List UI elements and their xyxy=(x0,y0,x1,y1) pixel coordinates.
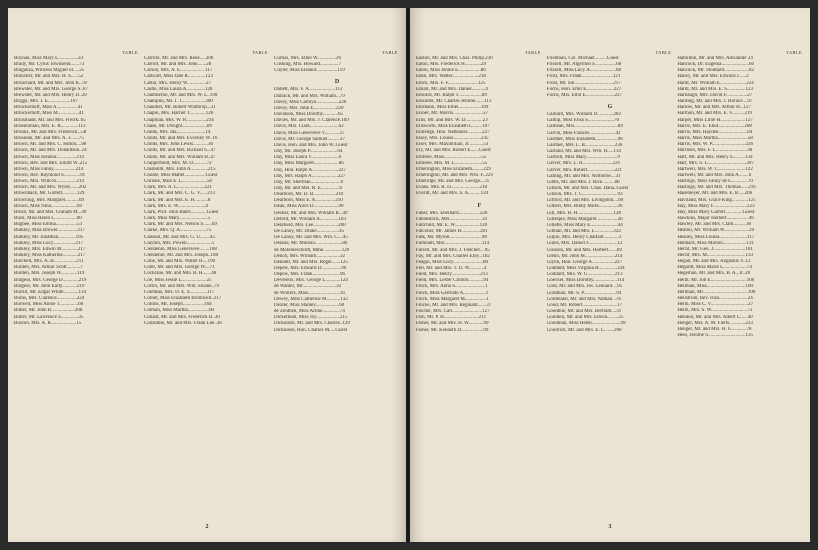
index-entry: Ellis, Mr. and Mrs. W. D..............23 xyxy=(416,117,488,123)
index-entry: Broenniman, Mrs. E. R..............113 xyxy=(14,123,86,129)
entry-list xyxy=(547,56,674,334)
index-entry: Harper, Miss Lillie H....................127 xyxy=(677,117,753,123)
index-entry: Coe, Miss Jessie L....................25 xyxy=(144,277,212,283)
index-entry: Hancock, Dr. Eugenia......................66 xyxy=(677,62,754,68)
index-entry: Constable, Mr. and Mrs. Frank Lee..36 xyxy=(144,320,222,326)
index-entry: Elsey, Mrs. Louise......................235 xyxy=(416,136,489,142)
index-entry: Haney, Mr. and Mrs. Edward J......2 xyxy=(677,74,749,80)
index-entry: Conant, Mr. and Mrs. Frederick H..30 xyxy=(144,314,220,320)
index-entry: Harlow, Mr. and Mrs. Arthur H...127 xyxy=(677,105,752,111)
column-header: TABLE xyxy=(252,50,268,55)
index-entry: Hess, Jerome S..............................135 xyxy=(677,333,754,339)
index-entry: Hebbard, Miss Marion...................131 xyxy=(677,240,755,246)
index-entry: de Zeuthen, Miss Arline..............74 xyxy=(274,309,345,315)
index-entry: Hartwell, Mrs. W. C......................122 xyxy=(677,166,753,172)
index-entry: Burden, Mrs. Arthur Scott...........7 xyxy=(14,265,83,271)
index-entry: Hegeman, Mr. and Mrs. B. A., Jr..20 xyxy=(677,271,751,277)
index-entry: Fay, Mr. and Mrs. Charles Eloy...102 xyxy=(416,253,490,259)
index-entry: Falk, Mr. Myron..........................98 xyxy=(416,235,487,241)
index-entry: Gibson, Mrs. T. C............................93 xyxy=(546,192,623,198)
index-entry: Hellman, Miss...............................100 xyxy=(677,283,754,289)
index-entry: Gleason, Mr. and Mrs. Herbert.......69 xyxy=(546,247,622,253)
index-entry: Burgess, Mrs. George D.............219 xyxy=(14,277,87,283)
index-entry: Harris, Mrs. Hayden.......................84 xyxy=(677,129,753,135)
column-header: TABLE xyxy=(655,50,672,55)
index-entry: Gardner, Miss Elizabeth..................96 xyxy=(546,136,623,142)
index-entry: Elser, Mrs. Maximilian, Jr............53 xyxy=(416,142,489,148)
index-entry: Dench, Mrs. William...................32 xyxy=(274,253,345,259)
index-entry: Day, Mr. and Mrs. R. E...............6 xyxy=(274,185,343,191)
index-entry: Bulkley, Miss Lucy..................217 xyxy=(14,240,83,246)
index-entry: Garver, Mrs. Robert......................221 xyxy=(546,167,623,173)
index-entry: Etheridge, Mr. and Mrs. George.....6 xyxy=(416,179,489,185)
left-column-2 xyxy=(144,50,270,516)
index-entry: Goodhue, Mr. and Mrs. Bertram....31 xyxy=(546,309,622,315)
index-entry: Dallett, Mrs. F. A.....................112 xyxy=(274,87,343,93)
index-entry: Deford, Mr. William A...............103 xyxy=(274,216,346,222)
index-entry: Brady, Mr. Cyrus Townsend.......73 xyxy=(14,62,85,68)
index-entry: Cuyler, Miss Eleanor.................119 xyxy=(274,68,345,74)
index-entry: Easton, Mr. and Mrs. Chas. Philip.230 xyxy=(416,56,493,61)
index-entry: Heaton, Mr. William W....................29 xyxy=(677,228,755,234)
index-entry: Hellstrom, Rev. Ivan.......................24 xyxy=(677,296,753,302)
index-entry: Fincke, Mr. and Mrs. Reginald.......37 xyxy=(416,302,492,308)
entry-list xyxy=(677,56,804,339)
index-entry: Gibbs, Mr. and Mrs. J. Rice..........88 xyxy=(546,179,620,185)
index-entry: Brown, Rev. and Mrs. Elliott W..215 xyxy=(14,160,88,166)
entry-list xyxy=(14,56,140,327)
index-entry: Catlin, Mrs. Henry W...............27 xyxy=(144,80,211,86)
index-entry: Carroll, Mr. and Mrs. John.......28 xyxy=(144,62,212,68)
index-entry: Brouchard, Mr. and Mrs. John K..78 xyxy=(14,80,87,86)
index-entry: Burden, Mrs. Joseph W.............119 xyxy=(14,271,85,277)
index-entry: Field, Mrs. Lester Clinton............94 xyxy=(416,278,489,284)
index-entry: Clark, Mr. and Mrs. E. H...........8 xyxy=(144,197,211,203)
index-entry: Hart, Mr. and Mrs. Henry S..........134 xyxy=(677,154,753,160)
index-entry: Dewey, Miss Catherine M...........132 xyxy=(274,296,348,302)
column-header: TABLE xyxy=(382,50,398,55)
index-entry: Childs, Mrs. John Lewis............36 xyxy=(144,142,214,148)
index-entry: Castle, Miss Laura A...............128 xyxy=(144,86,213,92)
index-entry: Goodkin, Mr. and Mrs. Edwin.........25 xyxy=(546,315,624,321)
index-entry: Eisner, Mr. Morris........................57 xyxy=(416,111,489,117)
index-entry: Evans, Mrs. R. D.......................218 xyxy=(416,185,487,191)
index-entry: Darrach, Mr. and Mrs. William...79 xyxy=(274,93,345,99)
index-entry: Davidson, Miss Dorothy............65 xyxy=(274,112,343,118)
index-entry: Embree, Miss..............................55 xyxy=(416,154,487,160)
index-entry: Delano, Mr. Moreau......................86 xyxy=(274,241,348,247)
index-entry: Collins, Mr. Joseph.................164 xyxy=(144,302,212,308)
index-entry: Brosseau, Mr. and Mrs. A. J.......75 xyxy=(14,136,84,142)
index-entry: Christie, Miss E. L....................58 xyxy=(144,179,212,185)
index-entry: Henger, Mr. and Mrs. H. G............78 xyxy=(677,326,752,332)
index-entry: Farrell, Mr. and Mrs. J. Fletcher....95 xyxy=(416,247,490,253)
index-entry: Buxton, Mrs. A. K....................15 xyxy=(14,320,82,326)
index-entry: Harris, Miss Martha........................58 xyxy=(677,136,753,142)
index-entry: Harmon, Mr. and Mrs. E. V..........219 xyxy=(677,111,753,117)
index-entry: Harrison, Mrs. F. L.........................38 xyxy=(677,148,753,154)
index-entry: Burgess, Mr. John Early............219 xyxy=(14,283,85,289)
index-entry: Fischer, Mrs. Carl........................127 xyxy=(416,309,490,315)
index-entry: Brooks, Mr. and Mrs. Frederick...58 xyxy=(14,129,87,135)
index-entry: Cushing, Mrs. Howard...............7 xyxy=(274,62,342,68)
index-entry: Field, Mrs. Henry.......................213 xyxy=(416,272,488,278)
index-entry: Coleman, Mrs. D. E. S..............117 xyxy=(144,289,215,295)
index-entry: Brown, Mr. and Mrs. C. Hilton....98 xyxy=(14,142,87,148)
index-entry: Hart, Mrs. S. L...............................207 xyxy=(677,160,754,166)
index-entry: Clark, Mrs. E. W......................4 xyxy=(144,203,208,209)
index-entry: Gibson, Mr. and Mrs. Chas. Dana..Guest xyxy=(546,185,629,191)
index-entry: Clauson, Mr. and Mrs. G. U........45 xyxy=(144,234,215,240)
index-entry: Eaton, Mrs. Frederick H.............29 xyxy=(416,62,486,68)
index-entry: Braganza, Princess Miguel of.....25 xyxy=(14,68,85,74)
index-entry: Hartwell, Mr. and Mrs. John A........6 xyxy=(677,172,752,178)
index-entry: Faber, Mrs. Eberhard.................226 xyxy=(416,210,488,216)
index-entry: Davis, Mrs. Clark.......................62 xyxy=(274,124,344,130)
index-entry: Chase, Mr. Dwight....................89 xyxy=(144,123,213,129)
index-entry: Day, Mr. Joseph P......................64 xyxy=(274,149,343,155)
index-entry: Burwell, Miss Annie T...............68 xyxy=(14,302,84,308)
right-column-2 xyxy=(547,50,674,516)
index-entry: Clendenin, Mr. and Mrs. Joseph..108 xyxy=(144,253,219,258)
index-entry: Clark, Mr. and Mrs. Nelson S.......69 xyxy=(144,222,217,228)
index-entry: Brown, Mrs. Willcox................214 xyxy=(14,179,84,185)
index-entry: Glynn, Hon. George A..................227 xyxy=(546,259,622,265)
index-entry: Brancker, Mr. and Mrs. H. S......52 xyxy=(14,74,84,80)
index-entry: Frissell, Miss Lucy A.....................68 xyxy=(546,68,621,74)
index-entry: Dickinson, Mr. and Mrs. Charles..129 xyxy=(274,321,350,327)
index-entry: Brown, Miss Eleanor................214 xyxy=(14,154,84,160)
index-entry: Gold, Mr. and Mrs. Jos. Leonard....95 xyxy=(546,284,623,290)
index-entry: Frissell, Mr. Algernon S.................68 xyxy=(546,62,622,68)
index-entry: Brown, Rev. Raymond S.............91 xyxy=(14,172,86,178)
left-page xyxy=(8,8,406,542)
index-entry: Frost, Mrs. Frank.........................121 xyxy=(546,74,621,80)
left-columns xyxy=(14,50,400,516)
index-entry: Bulkley, Miss Katherine............217 xyxy=(14,253,86,258)
index-entry: Davies, Mr. and Mrs. J. Clarence.109 xyxy=(274,118,349,124)
index-entry: Clayton, Mrs. Powell....................5 xyxy=(144,240,215,246)
index-entry: Gill, Mrs. H. H.............................128 xyxy=(546,210,621,216)
index-entry: Davey, Mrs. John E..................220 xyxy=(274,105,344,111)
index-entry: Devereux, Mrs. George L............124 xyxy=(274,278,348,284)
index-entry: Helm, Miss C. V..............................27 xyxy=(677,302,754,308)
index-entry: Brush, Mr. and Mrs. Graham M...49 xyxy=(14,209,87,215)
index-entry: Childs, Mr. and Mrs. William H..47 xyxy=(144,154,216,160)
index-entry: Gillespie, Miss Margaret.................26 xyxy=(546,216,623,222)
index-entry: Day, Mr. Sherman........................6 xyxy=(274,179,344,185)
index-entry: Childs, Mr. and Mrs. Eversley W..16 xyxy=(144,136,218,142)
index-entry: Frost, Mr. Sol...............................217 xyxy=(546,80,621,86)
index-entry: Goldman, Mr. S. P..........................94 xyxy=(546,290,622,296)
index-entry: de Wanter, Mr...........................32 xyxy=(274,284,342,290)
index-entry: Dennett, Mr. and Mrs. Roger.......125 xyxy=(274,259,348,265)
index-entry: Dickinson, Hon. Charles M.....Guest xyxy=(274,327,348,333)
index-entry: Harbaugh, Mrs. David F.................27 xyxy=(677,92,753,98)
entry-list xyxy=(144,56,270,327)
index-entry: Cobb, Mr. and Mrs. George W....71 xyxy=(144,265,215,271)
index-entry: Davey, Miss Carolyn..................220 xyxy=(274,99,347,105)
index-entry: Bugbee, Miss Emma.................53 xyxy=(14,222,83,228)
index-entry: Edward, Mr. Ralph T...................89 xyxy=(416,92,487,98)
index-entry: Bulkley, Miss Brewer................217 xyxy=(14,228,85,234)
index-entry: Hawkins, Major Herbert..................46 xyxy=(677,216,754,222)
index-entry: Gilpin, Mrs. Henry Chalfant............3 xyxy=(546,235,621,241)
index-entry: Dearborn, Mr. D. B..................210 xyxy=(274,192,344,198)
index-entry: Chandler, Mr. Robert Winthrop...31 xyxy=(144,105,216,111)
index-entry: Gatling, Mr. and Mrs. Norborne....31 xyxy=(546,173,621,179)
index-entry: Hawley, Mr. and Mrs. Clark..........38 xyxy=(677,222,752,228)
index-entry: Etherington, Miss Elizabeth.........229 xyxy=(416,166,491,172)
index-entry: Hecht, Mrs. M...............................133 xyxy=(677,253,754,258)
section-letter: D xyxy=(334,79,340,86)
index-entry: Gallup, Miss Elisa S.....................70 xyxy=(546,118,620,124)
index-entry: Finck, Mrs. Anna S........................1 xyxy=(416,284,488,290)
index-entry: Everitt, Mr. and Mrs. S. A..........124 xyxy=(416,191,489,197)
index-entry: Eaton, Miss Jennie E..................86 xyxy=(416,68,486,74)
index-entry: Day, Miss Margaret....................86 xyxy=(274,161,344,167)
index-entry: Hastings, Miss Fanny de G.............70 xyxy=(677,179,753,185)
index-entry: Chisholm, Mrs. John A..............215 xyxy=(144,166,216,172)
index-entry: Clark, Mrs. A. L......................221 xyxy=(144,185,213,191)
index-entry: Galliean, Mrs...................................89 xyxy=(546,124,623,130)
index-entry: Hegan, Mr. and Mrs. Augustus V..12 xyxy=(677,259,751,265)
index-entry: Ginns, Mrs. Daniel F.......................12 xyxy=(546,241,623,247)
index-entry: Collier, Miss Elizabeth Bromwell..217 xyxy=(144,296,222,302)
page-number: 2 xyxy=(205,524,209,530)
index-entry: De Lanoy, Mr. Drake..................45 xyxy=(274,229,345,235)
index-entry: Fisher, Mr. and Mrs. H. W............99 xyxy=(416,321,489,327)
index-entry: Burchell, Mrs. A. H..................211 xyxy=(14,259,84,265)
index-entry: Goddard, Mrs. W. G......................213 xyxy=(546,272,623,278)
left-column-3 xyxy=(274,50,400,516)
index-entry: Gartrell, Miss Mary.........................9 xyxy=(546,155,620,161)
column-header: TABLE xyxy=(122,50,138,55)
index-entry: Carson, Mrs. A. E....................117 xyxy=(144,68,213,74)
index-entry: Clendenin, Miss Genevieve........108 xyxy=(144,246,217,252)
index-entry: Dickerman, Miss Joy...................215 xyxy=(274,315,348,321)
index-entry: Clark, Mr. and Mrs. C. G. V......213 xyxy=(144,191,215,197)
index-entry: Hecht, Mr. Geo. J..........................101 xyxy=(677,246,753,252)
index-entry: Briggs, Mrs. J. E..................107 xyxy=(14,99,78,105)
index-entry: Goodman, Miss Helen.......................99 xyxy=(546,321,626,327)
index-entry: Gardner, Mrs. L. B........................236 xyxy=(546,142,623,148)
index-entry: Dean, Miss Alice D....................99 xyxy=(274,204,344,210)
index-entry: Garver, Mrs. L. H........................221 xyxy=(546,161,621,167)
index-entry: Heim, Mr. Job E.............................100 xyxy=(677,277,755,283)
index-entry: Cline, Mr. and Mrs. Walter H....190 xyxy=(144,259,216,265)
index-entry: Choate, Miss Mabel.................Guest xyxy=(144,172,218,178)
index-entry: Hay, Miss Mary F...........................223 xyxy=(677,203,755,209)
index-entry: Davis, Mr. George Samuel..........37 xyxy=(274,136,345,142)
right-page xyxy=(410,8,810,542)
index-entry: Hastings, Mr. and Mrs. Thomas......216 xyxy=(677,185,756,191)
index-entry: Burrill, Mr. Edgar White............134 xyxy=(14,289,86,295)
index-entry: Gillette, Miss Mary E......................44 xyxy=(546,222,623,228)
index-entry: Browning, Mrs. Margaret...........69 xyxy=(14,197,85,203)
index-entry: Harding, Mr. and Mrs. J. Horace....97 xyxy=(677,99,753,105)
index-entry: Day, Mrs. Ralph A.....................227 xyxy=(274,173,346,179)
index-entry: de Wolfers, Miss..........................41 xyxy=(274,290,346,296)
index-entry: Butler, Mr. Lawrence S..............35 xyxy=(14,314,84,320)
index-entry: Dexter, Miss Stanley...................60 xyxy=(274,302,345,308)
index-entry: Carrillo, Mr. and Mrs. Rene.....206 xyxy=(144,56,214,61)
index-entry: Brewster, Mr. and Mrs. Henry D..20 xyxy=(14,92,87,98)
index-entry: Clark, Prof. John Bates.............Guest xyxy=(144,209,219,215)
index-entry: Clarke, Mrs. Q. A.....................75 xyxy=(144,228,212,234)
index-entry: Clark, Miss Mary.......................5 xyxy=(144,216,211,222)
index-entry: Henger, Mrs. A. M. Fierts.............233 xyxy=(677,320,753,326)
index-entry: Brinsmade, Mr. and Mrs. Fred'k..65 xyxy=(14,117,86,123)
index-entry: Harris, Mrs. E. Eliot.....................208 xyxy=(677,123,752,129)
index-entry: Colman, Miss Martha.................60 xyxy=(144,308,214,314)
index-entry: Brewster, Mr. and Mrs. George S..67 xyxy=(14,86,88,92)
index-entry: Ehrmann, Miss Ethel..................109 xyxy=(416,105,489,111)
index-entry: Hamilton, Mr. and Mrs. Alexander 24 xyxy=(677,56,753,61)
index-entry: Hancock, Mr. Stoddard....................82 xyxy=(677,68,755,74)
index-entry: Brinckerhoff, Miss A.................41 xyxy=(14,105,83,111)
index-entry: Chipperfield, Mrs. M. D...........72 xyxy=(144,160,212,166)
index-entry: Finck, Miss Gertrude A..................1 xyxy=(416,290,489,296)
index-entry: Day, Hon. Ralph A.....................227 xyxy=(274,167,346,173)
index-entry: Bulkley, Mr. Jonathan..............105 xyxy=(14,234,84,240)
index-entry: Depew, Mrs. Frank......................96 xyxy=(274,272,346,278)
index-entry: Helm, Mrs. S. W.............................72 xyxy=(677,308,753,314)
index-entry: Delafield, Mrs. Lee....................200 xyxy=(274,222,346,228)
index-entry: Glenn, Mr. John M........................214 xyxy=(546,253,623,259)
section-letter: F xyxy=(477,202,482,209)
index-entry: Curtiss, Mrs. Ethel W...............26 xyxy=(274,56,341,61)
index-entry: Davis, Hon. and Mrs. John W..Guest xyxy=(274,142,348,148)
index-entry: Fuchs, Hon. Emil E......................227 xyxy=(546,86,622,92)
index-entry: Cathcart, Miss Jane R..............123 xyxy=(144,74,213,80)
index-entry: Ely, Mr. and Mrs. Robert E.......Guest xyxy=(416,148,491,154)
index-entry: Buck, Miss Helen I...................80 xyxy=(14,216,82,222)
column-header: TABLE xyxy=(786,50,803,55)
index-entry: Goldmann, Mr. and Mrs. Nathan...76 xyxy=(546,296,621,302)
index-entry: Coffin, Mr. and Mrs. Wm. Sloane..79 xyxy=(144,283,219,289)
index-entry: Hardt, Mr. William E.....................224 xyxy=(677,80,754,86)
index-entry: Hardt, Mr. and Mrs. E. S...............123 xyxy=(677,86,754,92)
index-entry: Edick, Mrs. F. F........................125 xyxy=(416,80,486,86)
index-entry: Fisher, Mr. Kenneth D..................99 xyxy=(416,327,489,333)
index-entry: Fairchild, Mr. E. W....................120 xyxy=(416,222,488,228)
index-entry: Embree, Mrs. M. L......................55 xyxy=(416,160,488,166)
index-entry: Hay, Miss Mary Garrett..............Guest xyxy=(677,209,755,215)
index-entry: Cochrane, Mr. and Mrs. R. H.......48 xyxy=(144,271,217,277)
index-entry: Haviland, Mrs. Grace King.............125 xyxy=(677,197,756,203)
index-entry: De Lanoy, Mr. and Mrs. Wm. C....45 xyxy=(274,235,348,241)
index-entry: Champlin, Mr. J. T...................200 xyxy=(144,99,213,105)
index-entry: Depew, Mrs. Edward D................96 xyxy=(274,266,347,271)
index-entry: Edsall, Mr. and Mrs. Daniel...........4 xyxy=(416,86,488,92)
index-entry: Childs, Mr. and Mrs. Richard S...47 xyxy=(144,148,216,154)
index-entry: Fell, Mr. and Mrs. T. D. W............4 xyxy=(416,266,487,271)
index-entry: Gifford, Mr. and Mrs. Livingston....60 xyxy=(546,198,624,204)
index-entry: Goodrich, Mr. and Mrs. E. L........200 xyxy=(546,327,622,333)
page-number: 3 xyxy=(608,524,612,530)
index-entry: Feagin, Miss Lucy........................80 xyxy=(416,259,489,265)
column-header: TABLE xyxy=(524,50,541,55)
index-entry: Goddard, Miss Virginia B...............234 xyxy=(546,266,625,271)
index-entry: Butler, Mr. John R...................208 xyxy=(14,308,83,314)
right-column-1 xyxy=(416,50,543,516)
index-entry: Boynan, Miss Mary L................23 xyxy=(14,56,84,61)
index-entry: Good, Mr. Robert............................17 xyxy=(546,302,623,308)
index-entry: Harris, Mrs. W. P...........................226 xyxy=(677,142,754,148)
index-entry: Hendon, Mr. and Mrs. Albert C......40 xyxy=(677,314,753,320)
index-entry: de Molemeschildt, Mme...............129 xyxy=(274,247,350,253)
index-entry: Gaillard, Mrs. William D.............202 xyxy=(546,112,621,118)
index-entry: Ellsworth, Miss Elizabeth L........107 xyxy=(416,123,490,129)
section-letter: G xyxy=(607,104,613,111)
index-entry: Friedman, Col. Michael..........Guest xyxy=(546,56,619,61)
index-entry: Chamberlin, Mr. and Mrs. W. L..190 xyxy=(144,92,218,98)
entry-list xyxy=(274,56,400,334)
index-entry: Brinckerhoff, Miss M.................41 xyxy=(14,111,84,117)
index-entry: Dearborn, Miss E. A................210 xyxy=(274,198,343,204)
right-columns xyxy=(416,50,804,516)
index-entry: Fuchs, Mrs. Emil E.......................227 xyxy=(546,92,622,98)
index-entry: Chapin, Mrs. Harriet T.............126 xyxy=(144,111,214,117)
index-entry: Childs, Mrs. Ida.......................14 xyxy=(144,129,211,135)
index-entry: Finck, Miss Margaret M.................1 xyxy=(416,296,489,302)
index-entry: Brown, Miss Nina.....................69 xyxy=(14,203,83,209)
index-entry: Decker, Mr. and Mrs. William R...49 xyxy=(274,210,348,216)
index-entry: Chapman, Mrs. W. R................234 xyxy=(144,117,214,123)
index-entry: Etherington, Mr. and Mrs. Wm. F..229 xyxy=(416,172,493,178)
index-entry: Galvin, Miss Frances.....................42 xyxy=(546,130,621,136)
left-column-1 xyxy=(14,50,140,516)
index-entry: Fish, Mr. P. H............................211 xyxy=(416,315,487,321)
index-entry: Brown, Mr. and Mrs. Wyley.......202 xyxy=(14,185,87,191)
index-entry: Gilman, Mr. and Mrs. L...............222 xyxy=(546,229,621,235)
index-entry: Heaney, Miss Louisa......................117 xyxy=(677,234,755,240)
index-entry: Eden, Mrs. Walter.....................218 xyxy=(416,74,486,80)
index-entry: Brown, Miss Fanny..................214 xyxy=(14,166,84,172)
index-entry: Garland, Mr. and Mrs. Wm. H.....114 xyxy=(546,149,621,155)
index-entry: Goeckel, Miss Dorothy...................114 xyxy=(546,278,625,284)
index-entry: Eldredge, Hon. Nathaniel............227 xyxy=(416,129,490,135)
index-entry: Bulkley, Mrs. Edwin M.............217 xyxy=(14,246,86,252)
index-entry: Brown, Mr. and Mrs. Donaldson..24 xyxy=(14,148,87,154)
entry-list xyxy=(416,56,543,334)
index-entry: Day, Miss Laura V......................6 xyxy=(274,155,342,161)
index-entry: Hellman, Mr....................................100 xyxy=(677,289,756,295)
index-entry: Hasemeyer, Mr. and Mrs. E. R.....206 xyxy=(677,191,753,197)
index-entry: Falconer, Mr. James H...............281 xyxy=(416,229,488,235)
index-entry: Brownback, Mr. Garrett............129 xyxy=(14,191,85,197)
index-entry: Edwards, Mr. Charles Jerome.......113 xyxy=(416,99,492,105)
index-entry: Fahnestock, Mrs..........................14 xyxy=(416,216,487,222)
index-entry: Farnham, Mrs..............................114 xyxy=(416,241,490,247)
index-entry: Burns, Mrs. Clarence................224 xyxy=(14,296,85,302)
right-column-3 xyxy=(677,50,804,516)
index-entry: Gilbert, Mrs. Ribby Miles...............26 xyxy=(546,204,623,210)
index-entry: Hegardt, Miss Marie L...................74 xyxy=(677,265,752,271)
index-entry: Davis, Miss Genevieve V............27 xyxy=(274,130,345,136)
